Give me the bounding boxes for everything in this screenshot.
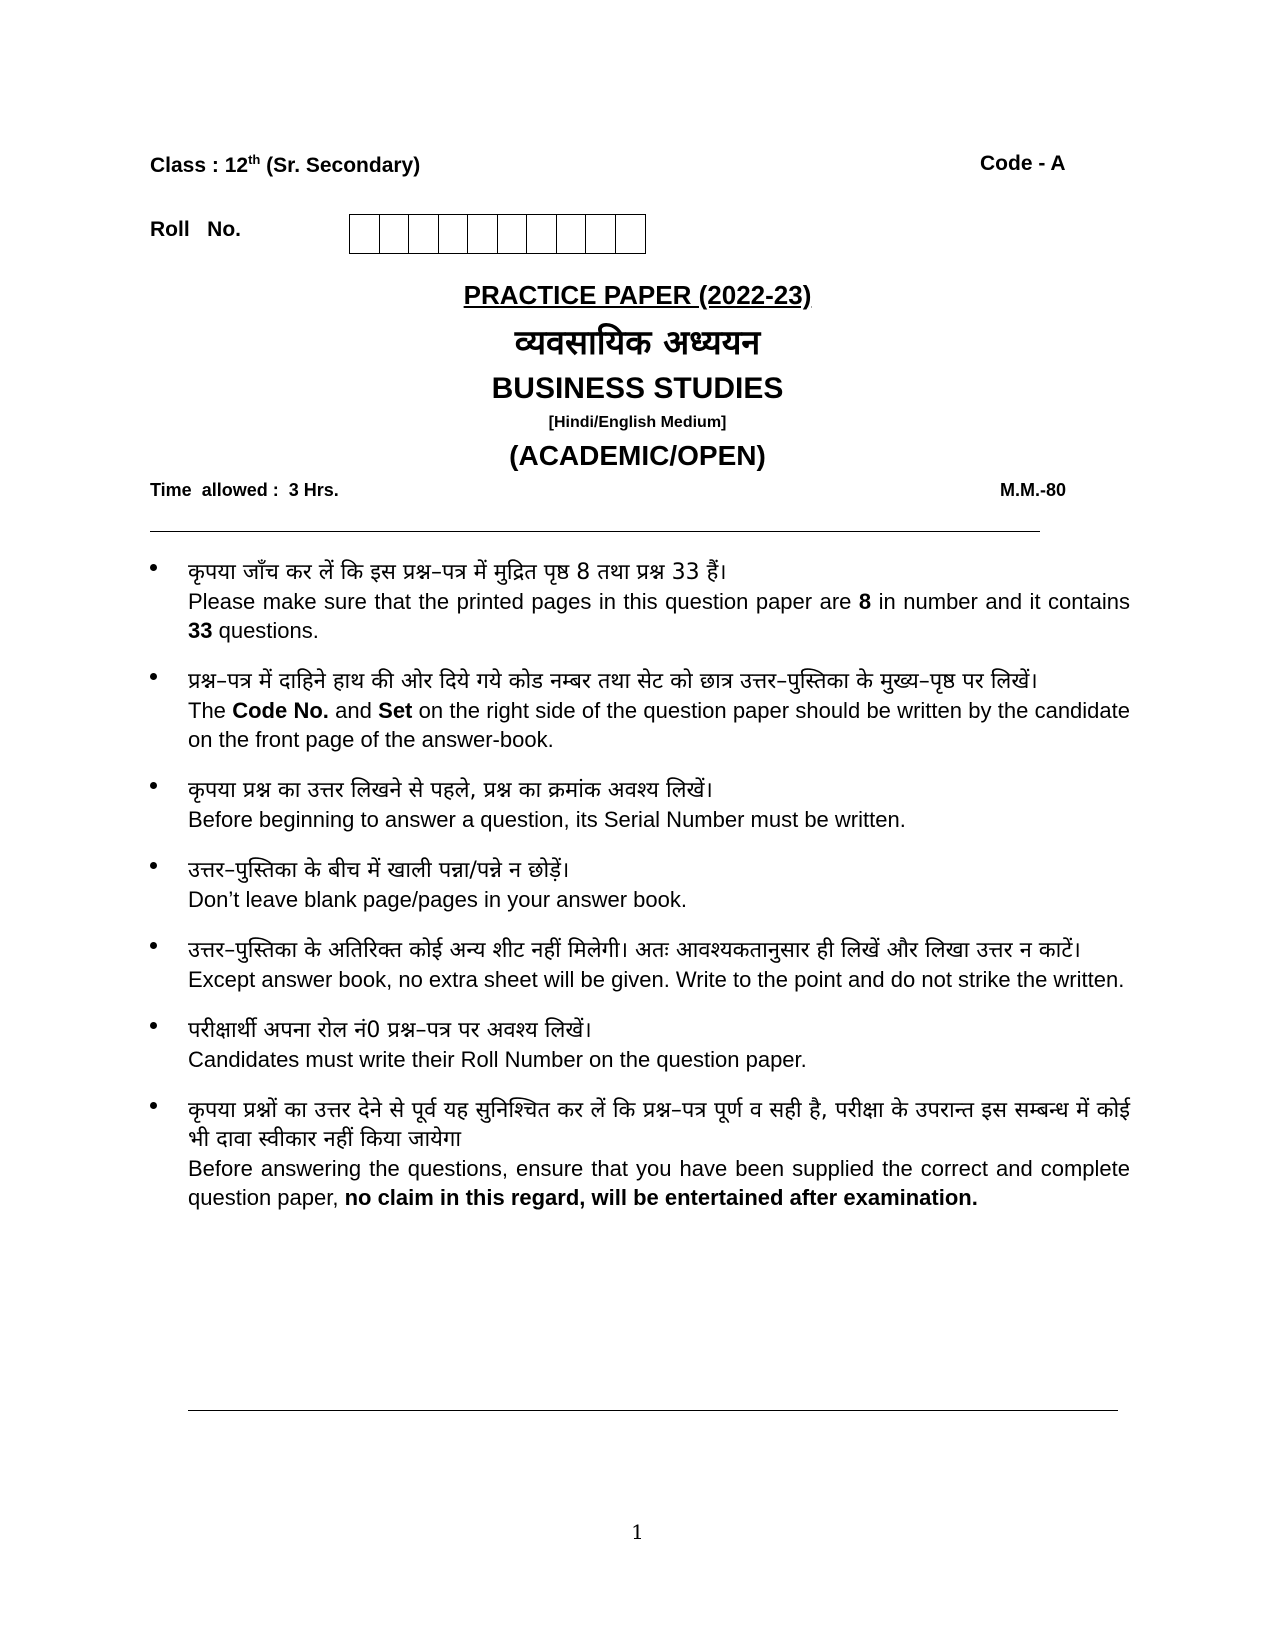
bold-part: Set xyxy=(378,698,413,723)
roll-box[interactable] xyxy=(409,215,439,253)
top-divider xyxy=(150,531,1040,532)
instruction-english: Except answer book, no extra sheet will be given. Write to the point and do not strike the written. xyxy=(188,967,1125,992)
bold-part: no claim in this regard, will be entertained after examination. xyxy=(344,1185,978,1210)
instruction-english xyxy=(188,1154,1130,1212)
instruction-english: Candidates must write their Roll Number on the question paper. xyxy=(188,1047,807,1072)
instruction-item xyxy=(150,776,1130,834)
instruction-hindi: कृपया प्रश्न का उत्तर लिखने से पहले, प्रश्न का क्रमांक अवश्य लिखें। xyxy=(188,778,713,803)
roll-box[interactable] xyxy=(498,215,528,253)
bullet-icon xyxy=(150,673,157,680)
text-part: on the right side of the question paper should be written by the candidate on the front page of the answer-book. xyxy=(188,698,1131,752)
roll-box[interactable] xyxy=(527,215,557,253)
roll-box[interactable] xyxy=(616,215,646,253)
medium-label: [Hindi/English Medium] xyxy=(548,414,727,431)
instruction-item xyxy=(150,1096,1130,1212)
bold-part: 8 xyxy=(858,589,872,614)
bullet-icon xyxy=(150,564,157,571)
bottom-divider xyxy=(188,1410,1118,1411)
text-part: and xyxy=(328,698,379,723)
roll-box[interactable] xyxy=(380,215,410,253)
instruction-english xyxy=(188,696,1130,754)
bullet-icon xyxy=(150,1022,157,1029)
text-part: The xyxy=(188,698,233,723)
page-number: 1 xyxy=(631,1520,644,1544)
instruction-hindi: परीक्षार्थी अपना रोल नं0 प्रश्न–पत्र पर अवश्य लिखें। xyxy=(188,1018,592,1043)
instruction-hindi: कृपया प्रश्नों का उत्तर देने से पूर्व यह सुनिश्चित कर लें कि प्रश्न–पत्र पूर्ण व सही है, परीक्षा के उपरान्त इस सम्बन्ध में कोई भी दावा स्वीकार नहीं किया जायेगा xyxy=(188,1098,1130,1152)
roll-label: Roll No. xyxy=(150,218,241,241)
hindi-title: व्यवसायिक अध्ययन xyxy=(514,323,761,363)
max-marks: M.M.-80 xyxy=(1000,480,1067,500)
roll-box[interactable] xyxy=(350,215,380,253)
text-part: Before answering the questions, ensure that you have been supplied the correct and complete question paper, xyxy=(188,1156,1130,1210)
instruction-english xyxy=(188,587,1130,645)
bullet-icon xyxy=(150,942,157,949)
class-label xyxy=(150,152,420,178)
bullet-icon xyxy=(150,862,157,869)
text-part: questions. xyxy=(212,618,319,643)
class-suffix: (Sr. Secondary) xyxy=(260,154,421,177)
class-superscript: th xyxy=(248,152,261,167)
roll-number-boxes[interactable] xyxy=(349,214,646,254)
roll-box[interactable] xyxy=(468,215,498,253)
roll-box[interactable] xyxy=(439,215,469,253)
text-part: Please make sure that the printed pages in this question paper are xyxy=(188,589,859,614)
time-allowed: Time allowed : 3 Hrs. xyxy=(150,480,339,500)
instruction-item xyxy=(150,936,1130,994)
instruction-item xyxy=(150,667,1130,754)
instructions-list xyxy=(150,558,1130,1234)
instruction-hindi: कृपया जाँच कर लें कि इस प्रश्न–पत्र में मुद्रित पृष्ठ 8 तथा प्रश्न 33 हैं। xyxy=(188,560,727,585)
bullet-icon xyxy=(150,1102,157,1109)
roll-box[interactable] xyxy=(557,215,587,253)
instruction-item xyxy=(150,558,1130,645)
bold-part: 33 xyxy=(188,618,213,643)
instruction-english: Before beginning to answer a question, its Serial Number must be written. xyxy=(188,807,906,832)
instruction-english: Don’t leave blank page/pages in your answer book. xyxy=(188,887,687,912)
instruction-item xyxy=(150,856,1130,914)
subject-title: BUSINESS STUDIES xyxy=(491,372,784,405)
practice-paper-title: PRACTICE PAPER (2022-23) xyxy=(463,280,812,310)
instruction-item xyxy=(150,1016,1130,1074)
text-part: in number and it contains xyxy=(871,589,1130,614)
instruction-hindi: उत्तर–पुस्तिका के बीच में खाली पन्ना/पन्ने न छोड़ें। xyxy=(188,858,570,883)
code-label: Code - A xyxy=(980,152,1066,175)
bullet-icon xyxy=(150,782,157,789)
instruction-hindi: उत्तर–पुस्तिका के अतिरिक्त कोई अन्य शीट नहीं मिलेगी। अतः आवश्यकतानुसार ही लिखें और लिखा उत्तर न काटें। xyxy=(188,938,1081,963)
class-prefix: Class : 12 xyxy=(150,154,249,177)
instruction-hindi: प्रश्न–पत्र में दाहिने हाथ की ओर दिये गये कोड नम्बर तथा सेट को छात्र उत्तर–पुस्तिका के मुख्य–पृष्ठ पर लिखें। xyxy=(188,669,1038,694)
roll-box[interactable] xyxy=(586,215,616,253)
academic-label: (ACADEMIC/OPEN) xyxy=(509,440,766,471)
bold-part: Code No. xyxy=(232,698,329,723)
